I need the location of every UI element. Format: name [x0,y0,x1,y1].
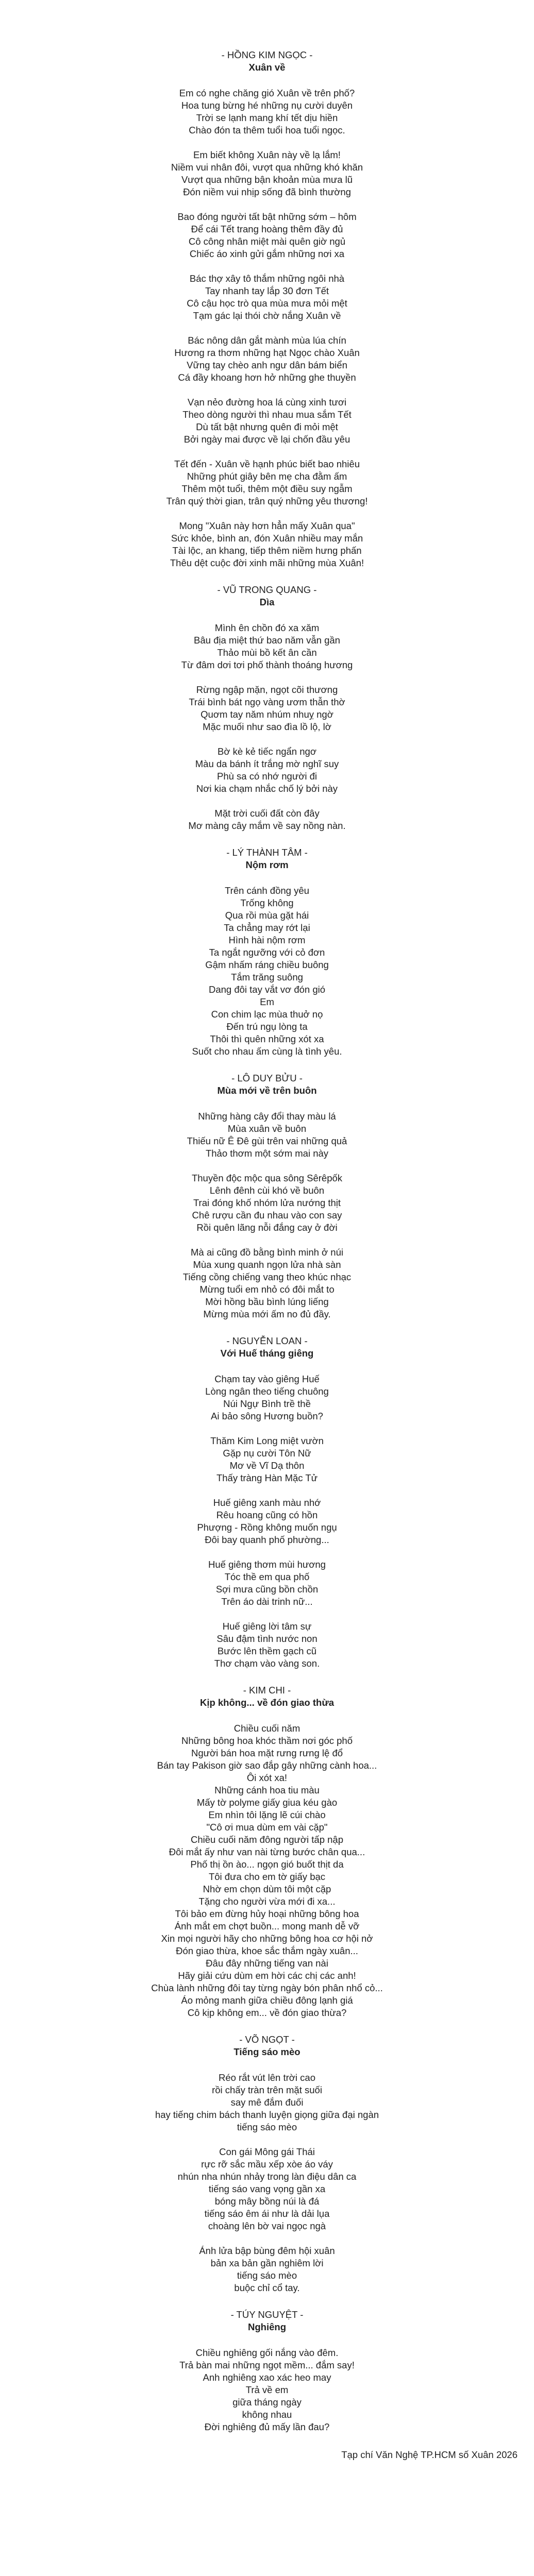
poem-line: Tôi đưa cho em tờ giấy bạc [208,1871,326,1882]
poem-line: Trên áo dài trinh nữ... [221,1596,313,1607]
poem-line: Thiếu nữ Ê Đê gùi trên vai những quả [187,1136,347,1146]
poem-line: tiếng sáo vang vọng gần xa [208,2183,326,2194]
poem-line: Vạn nẻo đường hoa lá cùng xinh tươi [187,397,347,408]
poem-line: Thêu dệt cuộc đời xinh mãi những mùa Xuân! [170,557,364,568]
poem-line: Trên cánh đồng yêu [225,885,309,896]
poem-author: - VÕ NGỌT - [239,2034,295,2045]
poem-line: Huế giêng thơm mùi hương [208,1559,326,1570]
poem-line: Màu da bánh ít trắng mờ nghĩ suy [195,758,339,769]
poem-line: Sâu đậm tình nước non [216,1633,318,1644]
poem [0,2309,534,2433]
poem-stanza [0,87,534,137]
poem-line: Mùa xung quanh ngọn lửa nhà sàn [193,1259,341,1270]
poem-line: Trống không [240,897,294,908]
poem-title: Xuân về [248,62,286,73]
poem-line: Bao đóng người tất bật những sớm – hôm [177,211,357,222]
poem-line: Rồi quên lãng nỗi đắng cay ở đời [196,1222,338,1233]
poem-line: không nhau [242,2409,292,2420]
poem-line: Núi Ngự Bình trề thề [223,1398,311,1409]
poem-line: rồi chấy tràn trên mặt suối [212,2084,322,2095]
poem-line: Thêm một tuổi, thêm một điều suy ngẫm [181,483,353,494]
poem-title: Nộm rơm [245,859,289,870]
poem-stanza [0,396,534,446]
poem-line: tiếng sáo êm ái như là dải lụa [204,2208,330,2219]
poem-line: Mơ màng cây mắm về say nồng nàn. [188,820,346,831]
poem-line: Cá đầy khoang hơn hở những ghe thuyền [178,372,356,383]
poem-line: Mơ về Vĩ Dạ thôn [229,1460,305,1471]
poem-line: Đâu đây những tiếng van nài [206,1958,328,1969]
poem-line: Em có nghe chăng gió Xuân về trên phố? [179,88,355,98]
poem-line: Chê rượu cần đu nhau vào con say [192,1210,342,1221]
poem-line: Hoa tung bừng hé những nụ cười duyên [181,100,353,111]
poem-line: Tết đến - Xuân về hạnh phúc biết bao nhiêu [174,459,360,469]
poem-line: Mà ai cũng đồ bằng bình minh ở núi [191,1247,343,1258]
poem-line: Chiều cuối năm [233,1723,301,1734]
poem-line: Trời se lạnh mang khí tết dịu hiền [196,112,338,123]
poem-line: Trân quý thời gian, trân quý những yêu thương! [166,496,368,506]
poem-line: Mặc muối như sao đìa lồ lộ, lờ [203,721,331,732]
poem-line: Tóc thề em qua phố [224,1571,310,1582]
poem-line: Em [260,996,274,1007]
poem-stanza [0,1497,534,1546]
poem-line: Bán tay Pakison giờ sao đắp gây những cành hoa... [157,1760,377,1771]
poem-line: Bờ kè kẻ tiếc ngẩn ngơ [218,746,316,757]
poem-line: Em nhìn tôi lặng lẽ cúi chào [208,1809,326,1820]
poem-stanza [0,2072,534,2133]
poem-author: - LÝ THÀNH TÂM - [226,847,308,858]
poem-line: Mùa xuân về buôn [227,1123,307,1134]
poem-line: Thăm Kim Long miệt vườn [210,1435,324,1446]
poem-line: hay tiếng chim bách thanh luyện giọng giữa đại ngàn [155,2109,379,2120]
poem-line: Suốt cho nhau ấm cùng là tình yêu. [192,1046,342,1057]
poem [0,846,534,1058]
poem-line: Ta chẳng may rớt lại [224,922,310,933]
poem-stanza [0,745,534,795]
poem-line: Rừng ngập mặn, ngọt cõi thương [196,684,338,695]
poem-stanza [0,334,534,384]
poem-line: Đón giao thừa, khoe sắc thắm ngày xuân... [176,1945,358,1956]
poem-stanza [0,149,534,198]
poem-line: Cô công nhân miệt mài quên giờ ngủ [188,236,346,247]
poem-line: Trả về em [245,2384,289,2395]
poem-line: Ta ngắt ngưỡng với cỏ đơn [209,947,325,958]
poem-line: Sợi mưa cũng bồn chồn [215,1584,319,1595]
poem-line: "Cô ơi mua dùm em vài cặp" [206,1822,328,1833]
poem-line: Chào đón ta thêm tuổi hoa tuổi ngọc. [189,125,345,135]
poem-line: Mấy tờ polyme giấy giua kéu gào [196,1797,338,1808]
poem-author: - TÚY NGUYỆT - [230,2309,304,2320]
poem-author: - VŨ TRONG QUANG - [217,584,317,595]
poem-stanza [0,458,534,507]
poem-line: Chiếc áo xinh gửi gắm những nơi xa [189,248,345,259]
poem-line: Dang đôi tay vắt vơ đón gió [208,984,326,995]
poem-title: Với Huế tháng giêng [220,1348,314,1359]
poem-line: Huế giêng xanh màu nhớ [213,1497,321,1508]
poem-stanza [0,273,534,322]
poem-line: Mặt trời cuối đất còn đây [214,808,320,819]
poem-line: Thảo thơm một sớm mai này [205,1148,329,1159]
poem-line: Thuyền độc mộc qua sông Sêrêpốk [191,1173,343,1183]
poem-line: bản xa bản gần nghiêm lời [210,2258,324,2268]
poem-line: Chùa lành những đôi tay từng ngày bón phân nhổ cỏ... [151,1982,383,1993]
poem-line: Bởi ngày mai được về lại chốn đầu yêu [183,434,351,445]
poem-line: Theo dòng người thì nhau mua sắm Tết [182,409,352,420]
poem-line: Dù tất bật nhưng quên đi mỏi mệt [196,421,338,432]
poem-line: Hình hài nộm rơm [228,935,306,945]
poem-line: Lòng ngân theo tiếng chuông [205,1386,329,1397]
poem-line: Quơm tay năm nhúm nhuỵ ngờ [201,709,333,720]
poem-line: Hãy giải cứu dùm em hời các chị các anh! [178,1970,356,1981]
source-credit: Tạp chí Văn Nghệ TP.HCM số Xuân 2026 [341,2449,518,2460]
poem-line: Thôi thì quên những xót xa [210,1033,324,1044]
poem-line: choàng lên bờ vai ngọc ngà [208,2221,326,2231]
poem-line: Tặng cho người vừa mới đi xa... [198,1896,336,1907]
poem-title: Nghiêng [248,2321,286,2332]
poem-author: - LÔ DUY BỬU - [231,1073,303,1083]
poem-line: rực rỡ sắc mầu xếp xòe áo váy [201,2159,333,2170]
poem-line: Đón niềm vui nhịp sống đã bình thường [183,187,351,197]
poem-line: Chiều nghiêng gối nắng vào đêm. [195,2347,339,2358]
poem [0,49,534,569]
poem-title: Kịp không... về đón giao thừa [199,1697,335,1708]
poem-line: Vượt qua những bận khoản mùa mưa lũ [181,174,353,185]
poem-line: Những bông hoa khóc thầm nơi góc phố [181,1735,353,1746]
poem-stanza [0,211,534,260]
poem-line: Phượng - Rồng không muốn ngụ [197,1522,337,1533]
poem-line: Lênh đênh cùi khó về buôn [209,1185,325,1196]
poem-line: Gặp nụ cười Tôn Nữ [223,1448,311,1459]
poem-line: Nơi kia chạm nhắc chố lý bởi này [196,783,338,794]
poem-line: Huế giêng lời tâm sự [222,1621,312,1632]
poem-title: Mùa mới về trên buôn [217,1085,317,1096]
poem-author: - KIM CHI - [243,1685,291,1696]
poem-line: Thảo mùi bồ kết ân cần [217,647,317,658]
poem-stanza [0,684,534,733]
poem-line: Qua rồi mùa gặt hái [225,910,309,921]
poem [0,2033,534,2294]
poem-line: Mong "Xuân này hơn hẳn mấy Xuân qua" [179,520,355,531]
poem-line: Phố thị ồn ào... ngọn gió buốt thịt da [190,1859,344,1870]
poem-line: Trả bàn mai những ngọt mềm... đắm say! [179,2360,355,2370]
poem-line: buộc chỉ cổ tay. [234,2282,300,2293]
poem-line: Chạm tay vào giêng Huế [214,1374,320,1384]
poem-line: Ánh lửa bập bùng đêm hội xuân [199,2245,335,2256]
poem-line: Ai bảo sông Hương buồn? [211,1411,323,1421]
poem-stanza [0,1558,534,1608]
poem-line: Em biết không Xuân này về lạ lắm! [193,149,341,160]
poem-line: Trái bình bát ngọ vàng ươm thẫn thờ [189,697,345,707]
poem-line: giữa tháng ngày [232,2397,302,2408]
poem-line: Anh nghiêng xao xác heo may [203,2372,331,2383]
poem-line: Đến trú ngụ lòng ta [226,1021,308,1032]
poem-stanza [0,807,534,832]
poem-line: Tay nhanh tay lắp 30 đơn Tết [205,285,329,296]
poem-line: bóng mây bồng núi là đá [214,2196,320,2207]
poem-line: Những hàng cây đổi thay màu lá [198,1111,336,1122]
poem-line: Những phút giây bên mẹ cha đằm ấm [187,471,347,482]
poem-line: Đời nghiêng đủ mấy lần đau? [204,2421,330,2432]
poem-stanza [0,2245,534,2294]
poem-line: tiếng sáo mèo [237,2270,297,2281]
poem-stanza [0,1172,534,1234]
poem-line: Con gái Mông gái Thái [219,2146,315,2157]
poem-line: Mời hồng bầu bình lúng liếng [205,1296,329,1307]
poem-stanza [0,1110,534,1160]
poem-line: Cô cậu học trò qua mùa mưa mỏi mệt [187,298,347,309]
poem-line: Tài lộc, an khang, tiếp thêm niềm hưng phấn [172,545,362,556]
poem-line: Vững tay chèo anh ngư dân bám biển [187,360,347,370]
poem-line: Sức khỏe, bình an, đón Xuân nhiều may mắn [171,533,363,544]
poem-line: Đôi bay quanh phố phường... [205,1534,329,1545]
poem-stanza [0,1373,534,1422]
poem-author: - HỒNG KIM NGỌC - [221,49,313,60]
poem-line: Từ đâm dơi tơi phố thành thoáng hương [181,659,353,670]
poem-line: say mê đắm đuối [230,2097,304,2108]
poem-stanza [0,1722,534,2019]
poem-line: Những cánh hoa tiu màu [214,1785,320,1795]
poem-stanza [0,885,534,1058]
poem-line: Trai đóng khố nhóm lửa nướng thịt [193,1197,341,1208]
poem-line: Bâu địa miệt thứ bao năm vẫn gần [194,635,340,646]
poem-line: Mừng tuổi em nhỏ có đôi mắt to [199,1284,335,1295]
poem [0,1684,534,2019]
poem-line: nhún nha nhún nhảy trong làn điệu dân ca [177,2171,357,2182]
poem-line: Tiếng cồng chiếng vang theo khúc nhạc [182,1272,352,1282]
poem-line: Con chim lạc mùa thuở nọ [211,1009,323,1020]
poem-line: Xin mọi người hãy cho những bông hoa cơ hội nở [161,1933,373,1944]
poem-stanza [0,1620,534,1670]
poem-line: Mình ên chồn đó xa xăm [214,622,320,633]
poem-line: Hương ra thơm những hạt Ngọc chào Xuân [174,347,360,358]
poem-line: Tôi bảo em đừng hủy hoại những bông hoa [175,1908,359,1919]
poem-stanza [0,1246,534,1320]
poem-title: Dìa [259,597,275,607]
poem-line: Người bán hoa mặt rưng rưng lệ đổ [191,1748,343,1758]
poem-stanza [0,1435,534,1484]
poem-line: Rêu hoang cũng có hồn [216,1510,318,1520]
poem-line: Để cái Tết trang hoàng thêm đầy đủ [191,224,343,234]
poem-line: Thơ chạm vào vàng son. [214,1658,320,1669]
poem-stanza [0,520,534,569]
poem-line: Thấy tràng Hàn Mặc Tử [216,1472,318,1483]
poem-line: Nhờ em chọn dùm tôi một cặp [203,1884,331,1894]
poem-line: Cô kịp không em... về đón giao thừa? [187,2007,347,2018]
poem-line: Chiều cuối năm đông người tấp nập [190,1834,344,1845]
poem-line: Bác nông dân gắt mành mùa lúa chín [188,335,346,346]
poem-line: Mừng mùa mới ấm no đủ đầy. [203,1309,331,1319]
poem-line: Đôi mắt ấy như van nài từng bước chân qua... [169,1846,365,1857]
poem-author: - NGUYỄN LOAN - [226,1335,308,1346]
poem-line: tiếng sáo mèo [237,2122,297,2132]
poem-line: Bước lên thềm gạch cũ [217,1646,317,1656]
poem-line: Ôi xót xa! [246,1772,288,1783]
poem-line: Tắm trăng suông [231,972,303,982]
poem-stanza [0,622,534,671]
poem [0,584,534,832]
poem-line: Ánh mắt em chợt buồn... mong manh dễ vỡ [174,1921,360,1931]
poem-stanza [0,2347,534,2433]
poem-line: Áo mỏng manh giữa chiều đông lạnh giá [181,1995,353,2006]
poem-line: Tạm gác lại thói chờ nắng Xuân về [193,310,341,321]
poem [0,1335,534,1670]
poem-line: Réo rắt vút lên trời cao [219,2072,315,2083]
poem-stanza [0,2146,534,2232]
poem-line: Niềm vui nhân đôi, vượt qua những khó khăn [171,162,363,173]
poem-line: Gậm nhấm ráng chiều buông [205,959,329,970]
poem [0,1072,534,1320]
poem-line: Bác thợ xây tô thắm những ngôi nhà [189,273,345,284]
poem-line: Phù sa có nhớ người đi [216,771,317,782]
poem-title: Tiếng sáo mèo [233,2046,301,2057]
